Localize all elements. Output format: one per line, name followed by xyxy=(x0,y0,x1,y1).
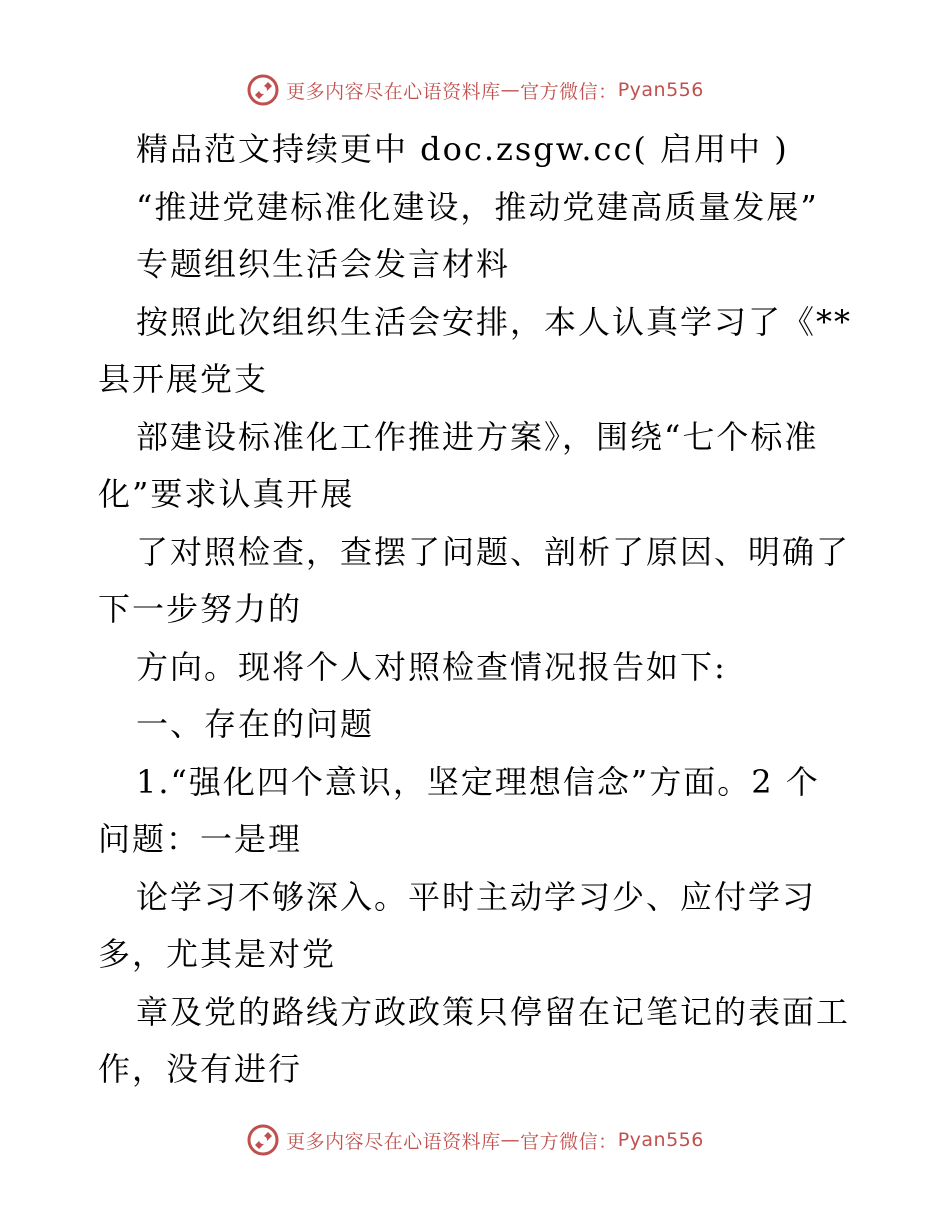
section-heading: 一、存在的问题 xyxy=(136,705,375,743)
doc-line: 论学习不够深入。平时主动学习少、应付学习 xyxy=(136,877,817,916)
banner-wechat-id: Pyan556 xyxy=(617,79,704,101)
header-banner xyxy=(0,70,950,110)
banner-separator: — xyxy=(500,1129,521,1151)
banner-wechat-id: Pyan556 xyxy=(617,1129,704,1151)
doc-line: 化”要求认真开展 xyxy=(98,475,355,513)
footer-banner xyxy=(0,1120,950,1160)
doc-title: “推进党建标准化建设，推动党建高质量发展” xyxy=(136,187,819,226)
doc-line: 下一步努力的 xyxy=(98,590,303,628)
doc-line: 了对照检查，查摆了问题、剖析了原因、明确了 xyxy=(136,532,851,571)
doc-line: 县开展党支 xyxy=(98,360,269,398)
doc-line: 方向。现将个人对照检查情况报告如下: xyxy=(136,647,727,686)
doc-line: 部建设标准化工作推进方案》，围绕“七个标准 xyxy=(136,417,819,456)
seal-logo-icon xyxy=(246,1123,280,1157)
banner-text: 更多内容尽在心语资料库 xyxy=(286,80,501,103)
doc-line: 按照此次组织生活会安排，本人认真学习了《** xyxy=(136,302,853,341)
banner-separator: — xyxy=(500,79,521,101)
doc-subtitle: 专题组织生活会发言材料 xyxy=(136,245,511,283)
doc-line: 1.“强化四个意识，坚定理想信念”方面。2 个 xyxy=(136,762,820,801)
document-body xyxy=(98,121,858,1099)
doc-line: 问题：一是理 xyxy=(98,820,303,858)
seal-logo-icon xyxy=(246,73,280,107)
banner-text: 更多内容尽在心语资料库 xyxy=(286,1130,501,1153)
banner-wechat-label: 官方微信： xyxy=(520,1130,618,1153)
doc-line: 章及党的路线方政政策只停留在记笔记的表面工 xyxy=(136,992,851,1031)
banner-wechat-label: 官方微信： xyxy=(520,80,618,103)
doc-line: 作，没有进行 xyxy=(98,1050,303,1088)
doc-line: 精品范文持续更中 doc.zsgw.cc( 启用中 ) xyxy=(136,130,789,168)
doc-line: 多，尤其是对党 xyxy=(98,935,337,973)
